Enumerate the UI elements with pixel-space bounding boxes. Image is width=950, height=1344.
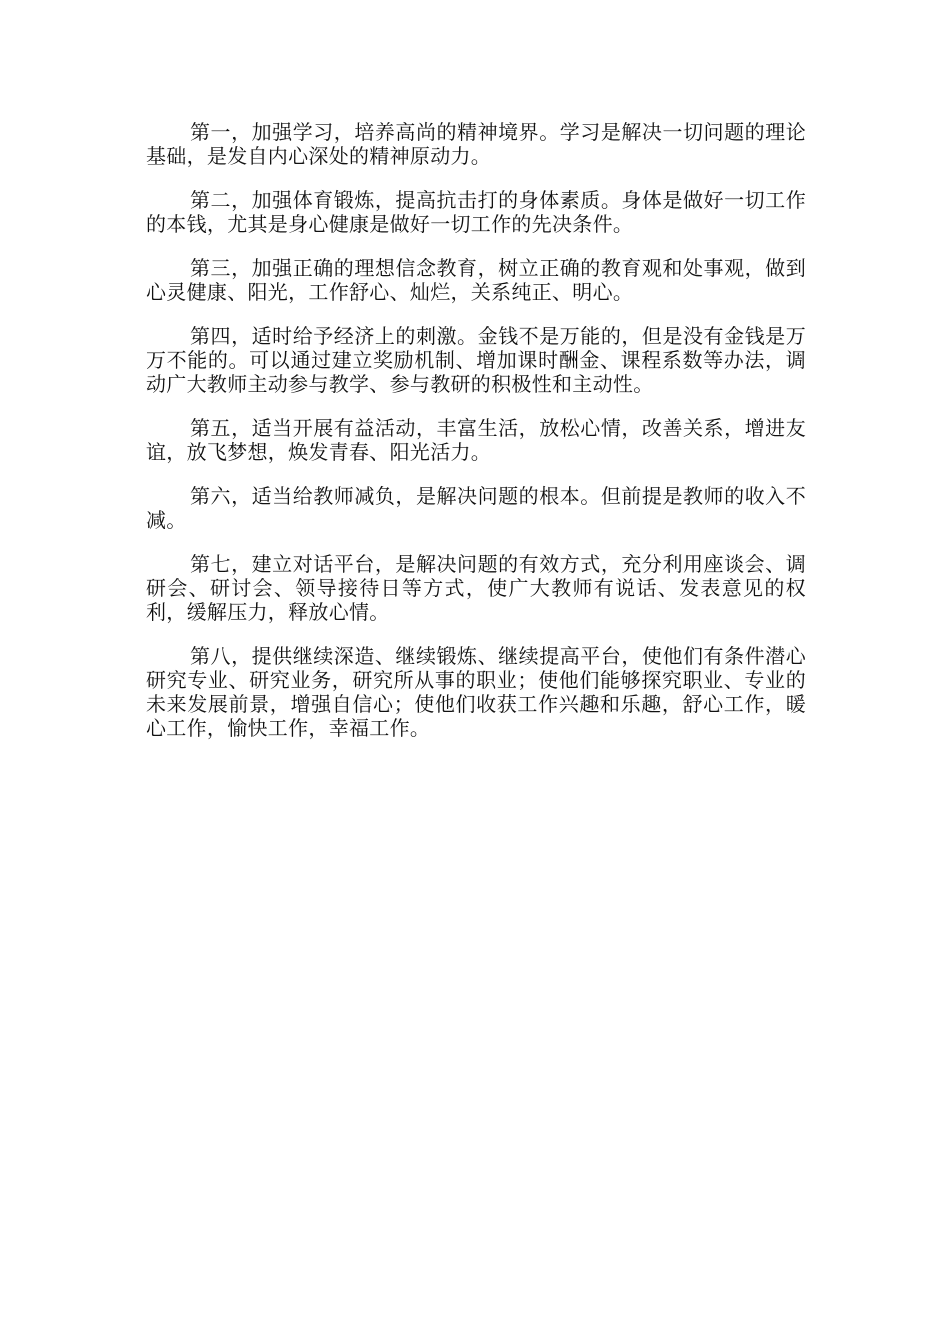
paragraph-5: 第五，适当开展有益活动，丰富生活，放松心情，改善关系，增进友谊，放飞梦想，焕发青春、阳光活力。 bbox=[146, 416, 806, 464]
paragraph-4: 第四，适时给予经济上的刺激。金钱不是万能的，但是没有金钱是万万不能的。可以通过建立奖励机制、增加课时酬金、课程系数等办法，调动广大教师主动参与教学、参与教研的积极性和主动性。 bbox=[146, 324, 806, 396]
document-body bbox=[146, 120, 806, 760]
paragraph-6: 第六，适当给教师减负，是解决问题的根本。但前提是教师的收入不减。 bbox=[146, 484, 806, 532]
paragraph-2: 第二，加强体育锻炼，提高抗击打的身体素质。身体是做好一切工作的本钱，尤其是身心健康是做好一切工作的先决条件。 bbox=[146, 188, 806, 236]
paragraph-7: 第七，建立对话平台，是解决问题的有效方式，充分利用座谈会、调研会、研讨会、领导接待日等方式，使广大教师有说话、发表意见的权利，缓解压力，释放心情。 bbox=[146, 552, 806, 624]
paragraph-8: 第八，提供继续深造、继续锻炼、继续提高平台，使他们有条件潜心研究专业、研究业务，研究所从事的职业；使他们能够探究职业、专业的未来发展前景，增强自信心；使他们收获工作兴趣和乐趣，舒心工作，暖心工作，愉快工作，幸福工作。 bbox=[146, 644, 806, 740]
paragraph-3: 第三，加强正确的理想信念教育，树立正确的教育观和处事观，做到心灵健康、阳光，工作舒心、灿烂，关系纯正、明心。 bbox=[146, 256, 806, 304]
paragraph-1: 第一，加强学习，培养高尚的精神境界。学习是解决一切问题的理论基础，是发自内心深处的精神原动力。 bbox=[146, 120, 806, 168]
